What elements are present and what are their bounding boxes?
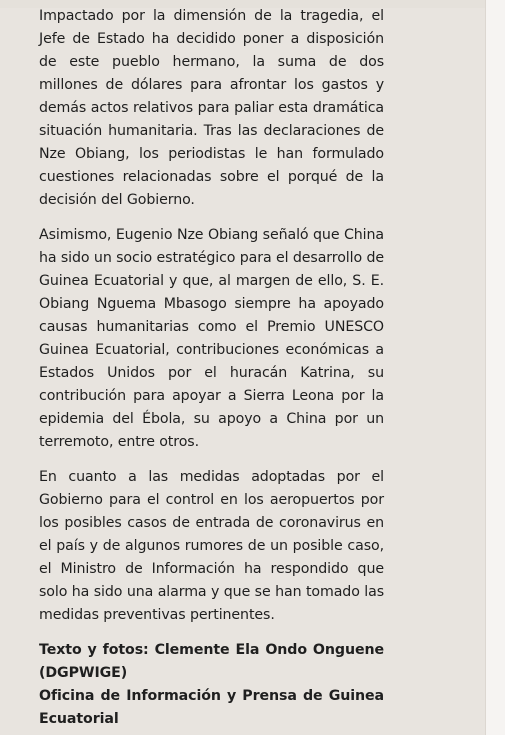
article-body xyxy=(39,5,384,731)
article-paragraph-3: En cuanto a las medidas adoptadas por el Gobierno para el control en los aeropuertos por los posibles casos de entrada de coronavirus en el país y de algunos rumores de un posible caso, el Ministro de Información ha respondido que solo ha sido una alarma y que se han tomado las medidas preventivas pertinentes. xyxy=(39,469,384,623)
right-page-margin xyxy=(485,0,505,735)
press-office-credit: Oficina de Información y Prensa de Guinea Ecuatorial xyxy=(39,688,384,727)
article-paragraph-1: Impactado por la dimensión de la tragedia, el Jefe de Estado ha decidido poner a disposición de este pueblo hermano, la suma de dos millones de dólares para afrontar los gastos y demás actos relativos para paliar esta dramática situación humanitaria. Tras las declaraciones de Nze Obiang, los periodistas le han formulado cuestiones relacionadas sobre el porqué de la decisión del Gobierno. xyxy=(39,8,384,208)
photo-text-credit: Texto y fotos: Clemente Ela Ondo Onguene (DGPWIGE) xyxy=(39,642,384,681)
article-paragraph-2: Asimismo, Eugenio Nze Obiang señaló que China ha sido un socio estratégico para el desarrollo de Guinea Ecuatorial y que, al margen de ello, S. E. Obiang Nguema Mbasogo siempre ha apoyado causas humanitarias como el Premio UNESCO Guinea Ecuatorial, contribuciones económicas a Estados Unidos por el huracán Katrina, su contribución para apoyar a Sierra Leona por la epidemia del Ébola, su apoyo a China por un terremoto, entre otros. xyxy=(39,227,384,450)
